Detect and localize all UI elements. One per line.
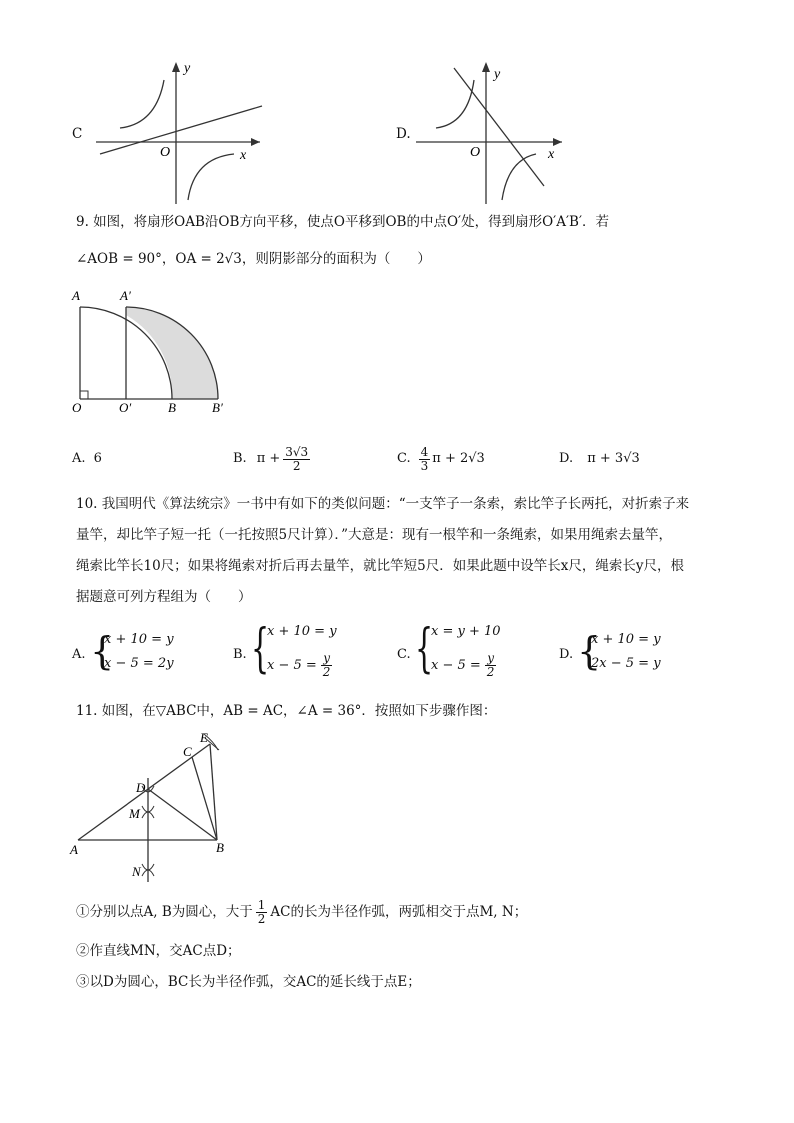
x-arrow	[553, 138, 562, 146]
y-arrow	[482, 62, 490, 72]
q11-step1-fraction: $\frac{1}{2}$	[257, 897, 266, 926]
origin-label: O	[470, 145, 481, 160]
q10-stem-line4: 据题意可列方程组为（ ）	[76, 589, 252, 605]
q10-stem-line2: 量竿，却比竿子短一托（一托按照5尺计算）．”大意是：现有一根竿和一条绳索，如果用绳索去量竿，	[76, 527, 672, 543]
segment-CB	[192, 757, 217, 840]
hyperbola-branch-2	[120, 80, 164, 128]
x-label: x	[548, 147, 555, 162]
brace-icon: {	[577, 629, 602, 673]
q11-step1	[76, 892, 527, 932]
label-B: B	[216, 840, 224, 855]
option-c-label: C	[72, 126, 83, 142]
q10-option-b-eq2: x − 5 = $\frac{y}{2}$	[267, 651, 331, 679]
q11-step3: ③以D为圆心，BC长为半径作弧，交AC的延长线于点E；	[76, 974, 421, 990]
q10-option-d-eq1: x + 10 = y	[591, 632, 661, 647]
q9-option-a-text: 6	[93, 451, 102, 466]
option-d-label: D.	[396, 126, 411, 142]
q10-option-c-label: C.	[397, 647, 411, 662]
y-arrow	[172, 62, 180, 72]
q11-step1-pre: ①分别以点A, B为圆心，大于	[76, 904, 253, 920]
q9-option-a[interactable]	[72, 449, 102, 469]
label-O: O	[72, 400, 82, 415]
q9-option-b-pre: π +	[256, 451, 281, 466]
linear-function-line	[100, 106, 262, 154]
q10-option-a-eq2: x − 5 = 2y	[104, 656, 174, 671]
q9-option-b[interactable]	[233, 438, 310, 480]
label-C: C	[183, 744, 192, 759]
right-angle-mark	[80, 391, 88, 399]
hyperbola-branch-4	[188, 154, 234, 200]
q9-option-c-fraction: $\frac{4}{3}$	[420, 444, 429, 473]
q11-step1-post: AC的长为半径作弧，两弧相交于点M, N；	[270, 904, 528, 920]
q10-option-d-label: D.	[559, 647, 574, 662]
y-label: y	[494, 67, 501, 82]
label-N: N	[132, 864, 141, 879]
brace-icon: {	[251, 619, 270, 679]
q11-stem-line1: 11. 如图，在▽ABC中，AB = AC，∠A = 36°．按照如下步骤作图：	[76, 703, 497, 719]
q10-option-b-label: B.	[233, 647, 247, 662]
x-arrow	[251, 138, 260, 146]
q9-option-c[interactable]	[397, 438, 485, 480]
q9-option-d-label: D.	[559, 451, 574, 466]
q10-option-a[interactable]	[72, 622, 222, 688]
label-O2: O′	[119, 400, 132, 415]
segment-DB	[148, 789, 217, 840]
y-label: y	[184, 61, 191, 76]
q10-option-d-eq2: 2x − 5 = y	[591, 656, 661, 671]
q9-sector-figure	[66, 284, 236, 416]
segment-EB	[210, 744, 217, 840]
q10-stem-line3: 绳索比竿长10尺；如果将绳索对折后再去量竿，就比竿短5尺．如果此题中设竿长x尺，绳索长y尺，根	[76, 558, 685, 574]
q11-step2: ②作直线MN，交AC点D；	[76, 943, 241, 959]
label-A2: A′	[120, 288, 131, 303]
label-B2: B′	[212, 400, 223, 415]
q10-option-b-eq1: x + 10 = y	[267, 624, 337, 639]
q9-stem-line1: 9. 如图，将扇形OAB沿OB方向平移，使点O平移到OB的中点O′处，得到扇形O′A′B′．若	[76, 214, 610, 230]
q9-option-b-label: B.	[233, 451, 247, 466]
origin-label: O	[160, 145, 171, 160]
linear-function-line	[454, 68, 544, 186]
q10-option-b[interactable]	[233, 618, 383, 690]
q9-option-a-label: A.	[72, 451, 86, 466]
q9-option-c-label: C.	[397, 451, 411, 466]
q11-construction-figure	[66, 728, 236, 886]
x-label: x	[240, 148, 247, 163]
brace-icon: {	[90, 629, 115, 673]
graph-option-c	[92, 58, 272, 206]
graph-option-d	[410, 58, 570, 206]
q9-option-c-post: π + 2√3	[432, 451, 485, 466]
q10-option-c-eq1: x = y + 10	[431, 624, 501, 639]
q9-option-d-text: π + 3√3	[587, 451, 640, 466]
label-D: D	[136, 780, 146, 795]
label-A: A	[72, 288, 80, 303]
label-E: E	[200, 730, 208, 745]
label-A: A	[70, 842, 78, 857]
q10-option-d[interactable]	[559, 622, 709, 688]
hyperbola-branch-4	[502, 154, 536, 200]
q10-option-a-eq1: x + 10 = y	[104, 632, 174, 647]
q10-option-c-eq2: x − 5 = $\frac{y}{2}$	[431, 651, 495, 679]
q9-option-b-fraction: $\frac{3√3}{2}$	[285, 444, 309, 473]
q9-option-d[interactable]	[559, 449, 640, 469]
shaded-region	[126, 307, 218, 399]
brace-icon: {	[415, 619, 434, 679]
label-B: B	[168, 400, 176, 415]
q10-option-a-label: A.	[72, 647, 86, 662]
q9-stem-line2: ∠AOB = 90°，OA = 2√3，则阴影部分的面积为（ ）	[76, 251, 431, 267]
q10-option-c[interactable]	[397, 618, 547, 690]
q10-stem-line1: 10. 我国明代《算法统宗》一书中有如下的类似问题：“一支竿子一条索，索比竿子长两托，对折索子来	[76, 496, 690, 512]
label-M: M	[129, 806, 140, 821]
